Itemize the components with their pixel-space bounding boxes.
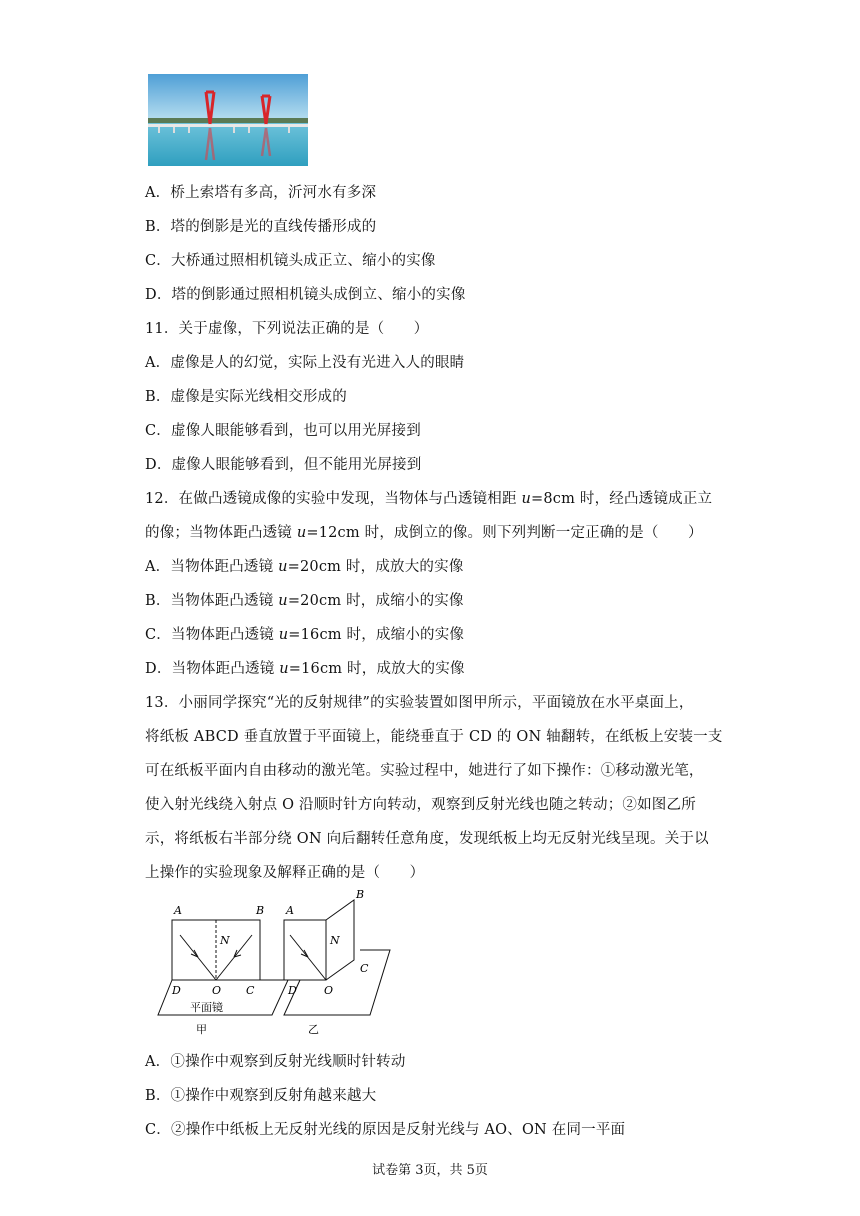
yi-caption: 乙 [308, 1023, 319, 1036]
q13-option-b: B．①操作中观察到反射角越来越大 [145, 1088, 377, 1104]
q11-option-a: A．虚像是人的幻觉，实际上没有光进入人的眼睛 [145, 355, 465, 371]
jia-mirror-label: 平面镜 [190, 1001, 223, 1014]
q10-option-b: B．塔的倒影是光的直线传播形成的 [145, 219, 377, 235]
q11-option-d: D．虚像人眼能够看到，但不能用光屏接到 [145, 457, 422, 473]
q11-option-b: B．虚像是实际光线相交形成的 [145, 389, 347, 405]
q11-option-c: C．虚像人眼能够看到，也可以用光屏接到 [145, 423, 421, 439]
q13-stem-line-1: 13．小丽同学探究“光的反射规律”的实验装置如图甲所示，平面镜放在水平桌面上， [145, 695, 694, 711]
q10-option-d: D．塔的倒影通过照相机镜头成倒立、缩小的实像 [145, 287, 466, 303]
q13-option-c: C．②操作中纸板上无反射光线的原因是反射光线与 AO、ON 在同一平面 [145, 1122, 626, 1138]
q10-option-c: C．大桥通过照相机镜头成正立、缩小的实像 [145, 253, 436, 269]
bridge-photo [148, 74, 308, 166]
yi-label-d: D [288, 984, 297, 997]
jia-label-n: N [220, 934, 230, 947]
q11-stem: 11．关于虚像，下列说法正确的是（ ） [145, 321, 429, 337]
jia-label-o: O [212, 984, 222, 997]
q13-stem-line-2: 将纸板 ABCD 垂直放置于平面镜上，能绕垂直于 CD 的 ON 轴翻转，在纸板上安装一支 [145, 729, 723, 745]
page-footer: 试卷第 3页，共 5页 [372, 1163, 488, 1178]
jia-label-b: B [256, 904, 265, 917]
yi-label-c: C [360, 962, 369, 975]
figure-yi [284, 900, 390, 1015]
q13-stem-line-6: 上操作的实验现象及解释正确的是（ ） [145, 865, 425, 881]
yi-label-n: N [330, 934, 340, 947]
q10-option-a: A．桥上索塔有多高，沂河水有多深 [145, 185, 377, 201]
q12-option-c: C．当物体距凸透镜 u=16cm 时，成缩小的实像 [145, 627, 465, 643]
q12-stem-line-2: 的像；当物体距凸透镜 u=12cm 时，成倒立的像。则下列判断一定正确的是（ ） [145, 525, 703, 541]
yi-label-o: O [324, 984, 334, 997]
q13-stem-line-4: 使入射光线绕入射点 O 沿顺时针方向转动，观察到反射光线也随之转动；②如图乙所 [145, 797, 696, 813]
q12-stem-line-1: 12．在做凸透镜成像的实验中发现，当物体与凸透镜相距 u=8cm 时，经凸透镜成正立 [145, 491, 713, 507]
jia-label-a: A [174, 904, 182, 917]
reflection-diagram [150, 890, 400, 1040]
jia-label-d: D [172, 984, 181, 997]
q13-option-a: A．①操作中观察到反射光线顺时针转动 [145, 1054, 406, 1070]
jia-label-c: C [246, 984, 255, 997]
yi-label-b: B [356, 890, 365, 901]
jia-caption: 甲 [196, 1023, 207, 1036]
q13-stem-line-5: 示，将纸板右半部分绕 ON 向后翻转任意角度，发现纸板上均无反射光线呈现。关于以 [145, 831, 709, 847]
q12-option-a: A．当物体距凸透镜 u=20cm 时，成放大的实像 [145, 559, 464, 575]
q12-option-b: B．当物体距凸透镜 u=20cm 时，成缩小的实像 [145, 593, 464, 609]
yi-label-a: A [286, 904, 294, 917]
q12-option-d: D．当物体距凸透镜 u=16cm 时，成放大的实像 [145, 661, 465, 677]
q13-stem-line-3: 可在纸板平面内自由移动的激光笔。实验过程中，她进行了如下操作：①移动激光笔， [145, 763, 704, 779]
